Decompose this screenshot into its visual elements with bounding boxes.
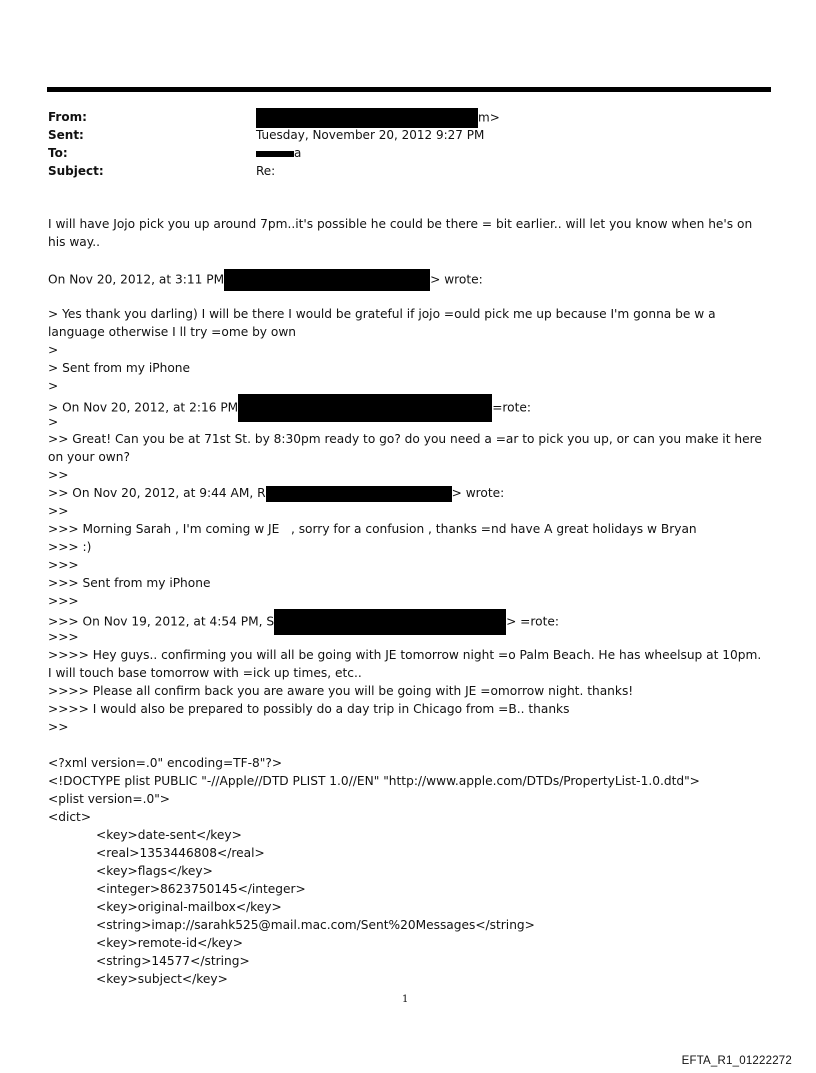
xml-text: <key>original-mailbox</key> (96, 900, 282, 914)
quoted-line: >>>> I would also be prepared to possibly do a day trip in Chicago from =B.. thanks (48, 702, 570, 716)
quoted-line: >>> :) (48, 540, 92, 554)
header-rule (47, 87, 771, 92)
xml-text: <key>flags</key> (96, 864, 213, 878)
quoted-line: >>>> Hey guys.. confirming you will all be going with JE tomorrow night =o Palm Beach. He has wheelsup at 10pm. I will touch base tomorrow with =ick up times, etc.. (48, 648, 762, 680)
quote-header-suffix: > =rote: (506, 614, 559, 629)
document-id: EFTA_R1_01222272 (681, 1055, 792, 1067)
quoted-line: > (48, 343, 59, 357)
redaction-bar (224, 269, 430, 291)
xml-line: <dict> (48, 810, 92, 824)
to-label: To: (48, 146, 68, 160)
quoted-line: > (48, 379, 59, 393)
redaction-bar (266, 486, 452, 502)
xml-text: <real>1353446808</real> (96, 846, 265, 860)
quoted-line: >> (48, 720, 69, 734)
quote-header-text: >>> On Nov 19, 2012, at 4:54 PM, S (48, 614, 275, 629)
redaction-bar (256, 108, 478, 128)
quoted-line: >> Great! Can you be at 71st St. by 8:30pm ready to go? do you need a =ar to pick you up, or can you make it here on your own? (48, 432, 762, 464)
subject-value: Re: (256, 164, 276, 178)
xml-text: <key>remote-id</key> (96, 936, 243, 950)
quote-header-line (48, 484, 768, 502)
quoted-line: >>> (48, 594, 79, 608)
from-value (256, 108, 500, 128)
sent-value: Tuesday, November 20, 2012 9:27 PM (256, 128, 485, 142)
quoted-line: >>> (48, 630, 79, 644)
quoted-line: >>>> Please all confirm back you are aware you will be going with JE =omorrow night. thanks! (48, 684, 634, 698)
quoted-line: >>> (48, 558, 79, 572)
quoted-line: >> (48, 504, 69, 518)
xml-line (48, 970, 768, 988)
redaction-bar (256, 151, 294, 157)
xml-line: <plist version=.0"> (48, 792, 171, 806)
xml-text: <integer>8623750145</integer> (96, 882, 306, 896)
xml-line (48, 826, 768, 844)
xml-line (48, 934, 768, 952)
xml-text: <string>imap://sarahk525@mail.mac.com/Sent%20Messages</string> (96, 918, 535, 932)
quoted-line: >>> Sent from my iPhone (48, 576, 211, 590)
xml-text: <key>date-sent</key> (96, 828, 242, 842)
quote-header-text: On Nov 20, 2012, at 3:11 PM (48, 272, 225, 287)
quoted-line: >> (48, 468, 69, 482)
sent-label: Sent: (48, 128, 84, 142)
xml-line (48, 916, 768, 934)
from-label: From: (48, 110, 87, 124)
quote-header-suffix: > wrote: (430, 272, 483, 287)
quote-header-text: > On Nov 20, 2012, at 2:16 PM (48, 400, 239, 415)
xml-line: <?xml version=.0" encoding=TF-8"?> (48, 756, 283, 770)
quoted-line: > Sent from my iPhone (48, 361, 191, 375)
quote-header-line (48, 269, 768, 291)
xml-text: <string>14577</string> (96, 954, 250, 968)
subject-label: Subject: (48, 164, 104, 178)
quote-header-suffix: > wrote: (451, 486, 505, 500)
body-line: I will have Jojo pick you up around 7pm..it's possible he could be there = bit earlier.. will let you know when he's on his way.. (48, 217, 753, 249)
quoted-line: > (48, 415, 59, 429)
to-value (256, 144, 301, 162)
page-number: 1 (402, 994, 409, 1005)
quoted-line: > Yes thank you darling) I will be there I would be grateful if jojo =ould pick me up because I'm gonna be w a language otherwise I ll try =ome by own (48, 307, 716, 339)
quoted-line: >>> Morning Sarah , I'm coming w JE , sorry for a confusion , thanks =nd have A great holidays w Bryan (48, 522, 697, 536)
xml-line: <!DOCTYPE plist PUBLIC "-//Apple//DTD PLIST 1.0//EN" "http://www.apple.com/DTDs/PropertyList-1.0.dtd"> (48, 774, 700, 788)
xml-line (48, 880, 768, 898)
xml-line (48, 862, 768, 880)
xml-line (48, 952, 768, 970)
quote-header-text: >> On Nov 20, 2012, at 9:44 AM, R (48, 486, 266, 500)
to-suffix: a (294, 146, 302, 160)
from-suffix: m> (478, 110, 500, 125)
xml-text: <key>subject</key> (96, 972, 228, 986)
xml-line (48, 844, 768, 862)
quote-header-suffix: =rote: (492, 400, 531, 415)
xml-line (48, 898, 768, 916)
